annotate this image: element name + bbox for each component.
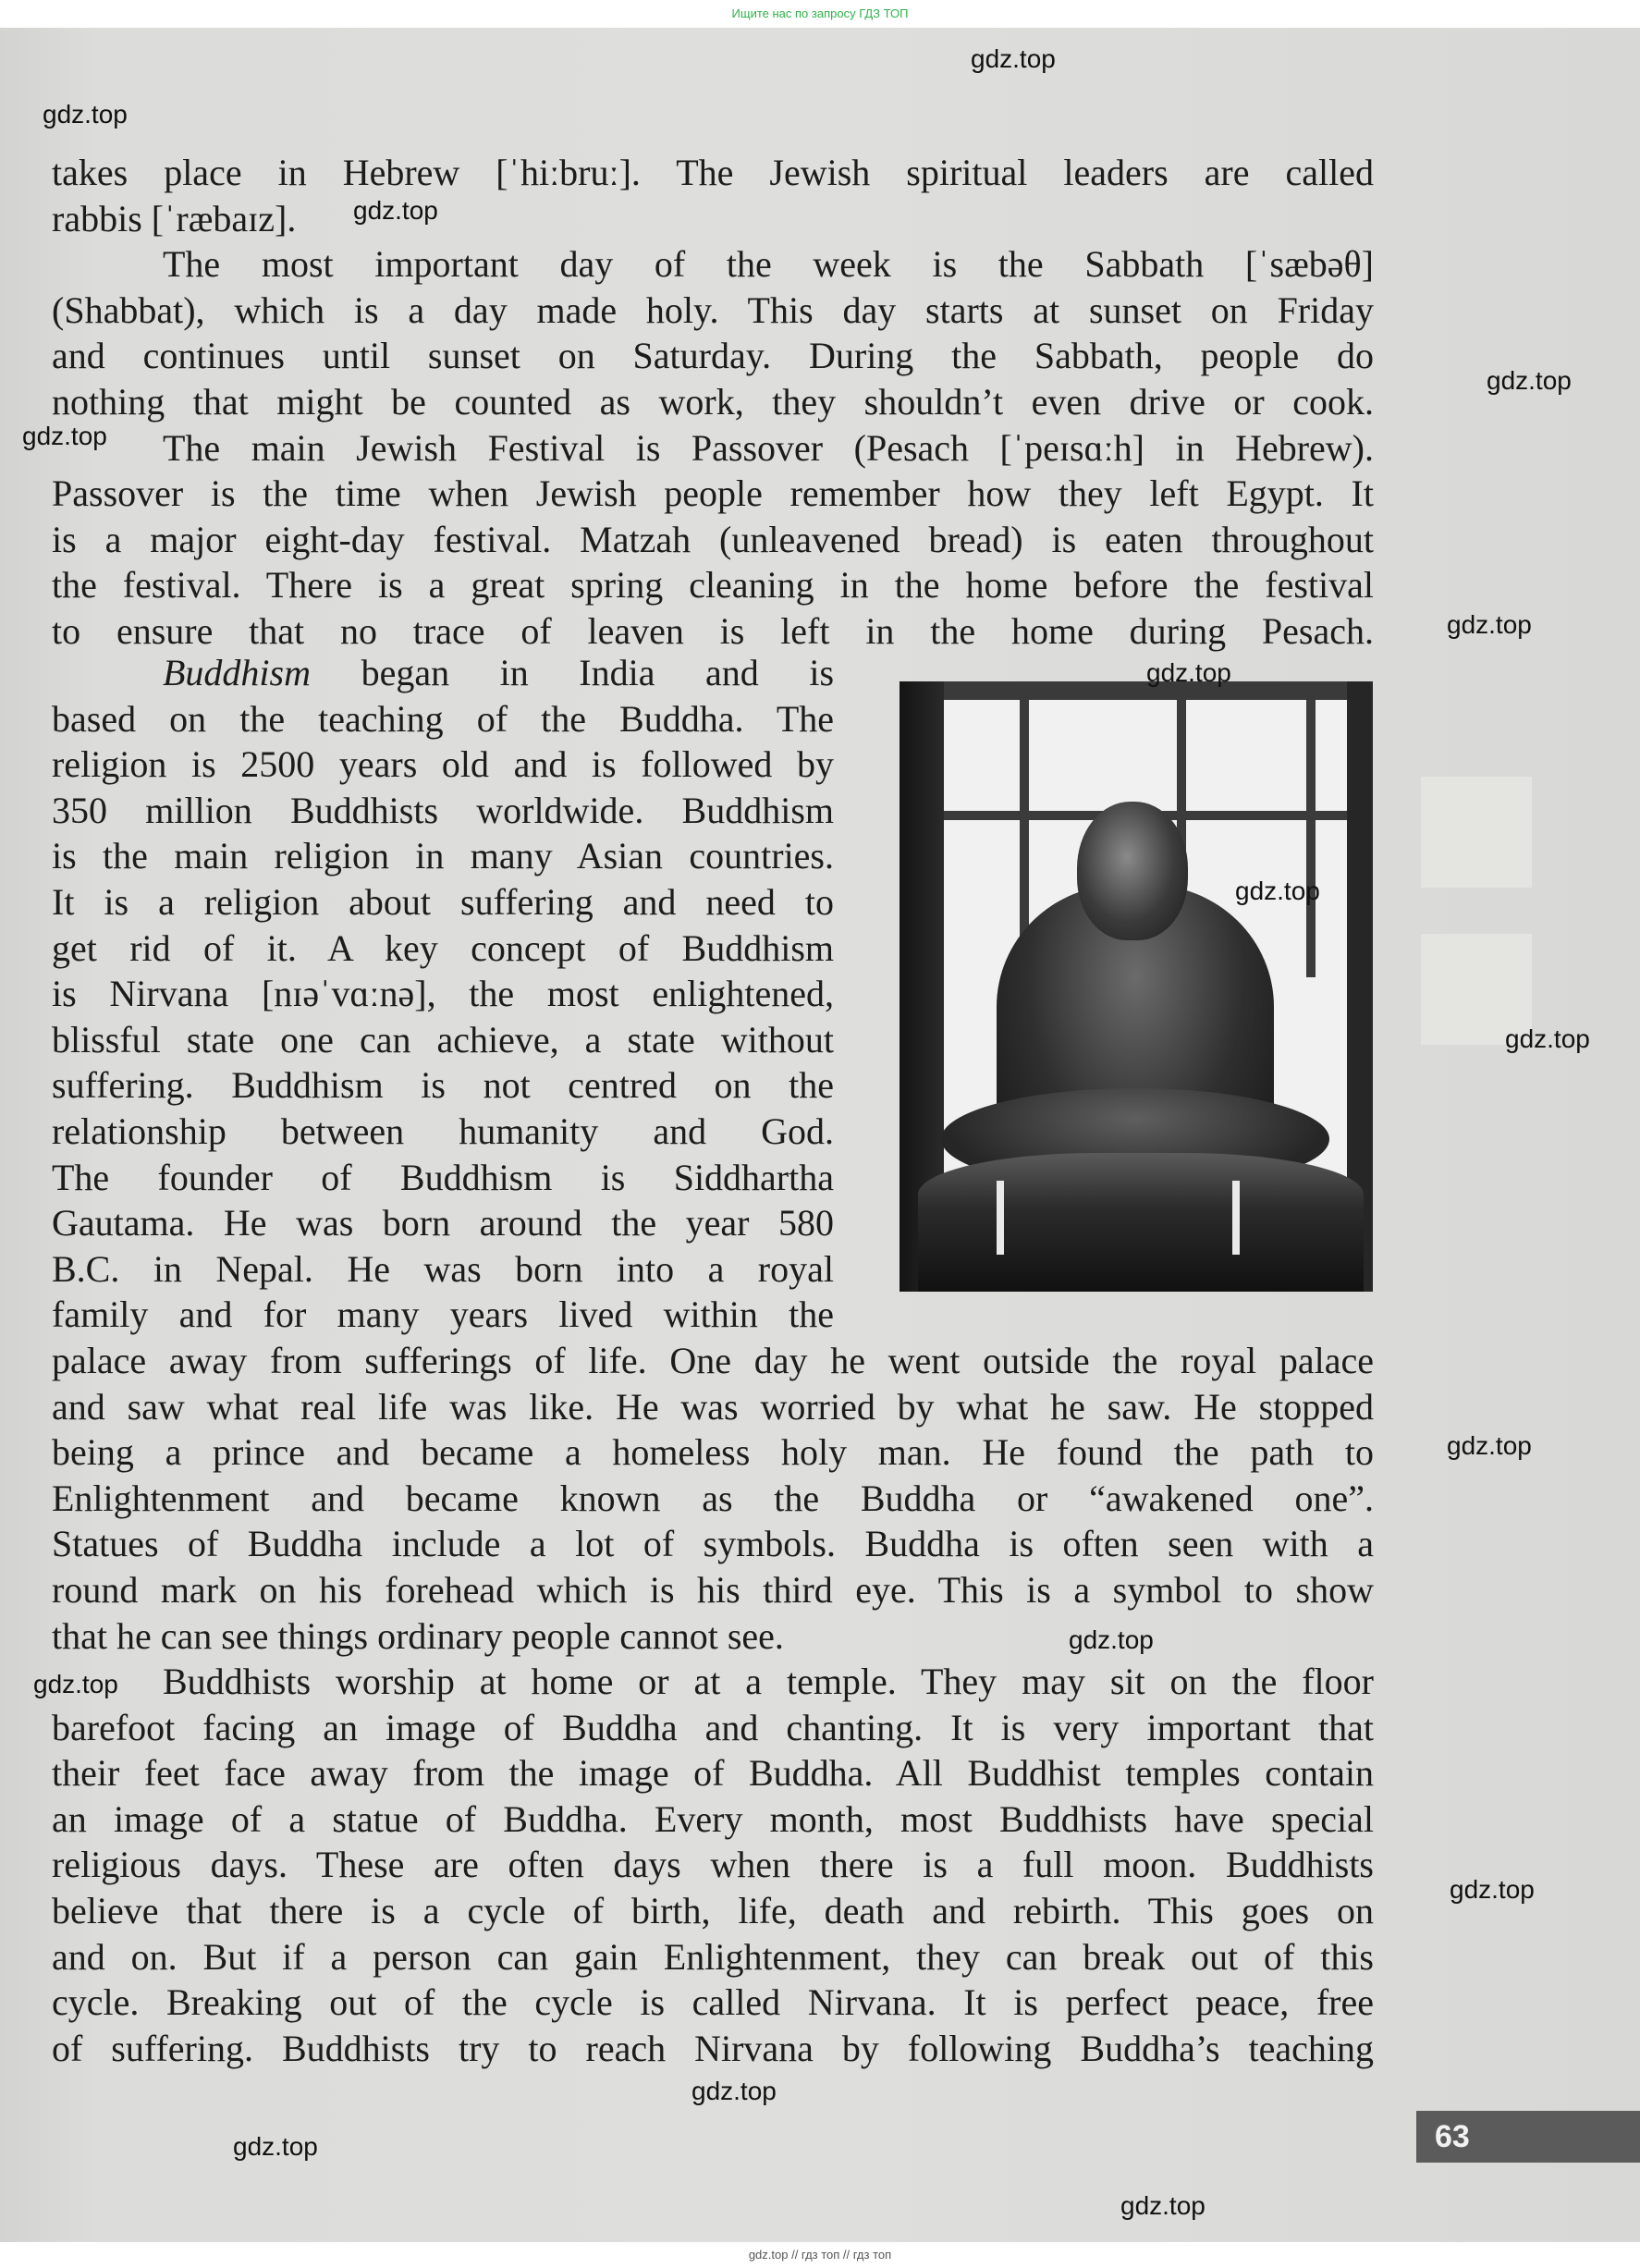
watermark: gdz.top bbox=[33, 1670, 118, 1698]
text-line: religion is 2500 years old and is followed by bbox=[52, 743, 834, 786]
text-line: is Nirvana [nɪəˈvɑːnə], the most enlightened, bbox=[52, 973, 834, 1015]
text-block-worship bbox=[52, 1659, 1374, 2071]
text-line: round mark on his forehead which is his third eye. This is a symbol to show bbox=[52, 1568, 1374, 1611]
text-line: rabbis [ˈræbaɪz]. bbox=[52, 197, 297, 239]
text-line: of suffering. Buddhists try to reach Nirvana by following Buddha’s teaching bbox=[52, 2027, 1374, 2069]
text-line: their feet face away from the image of Buddha. All Buddhist temples contain bbox=[52, 1752, 1374, 1795]
text-line: being a prince and became a homeless holy man. He found the path to bbox=[52, 1431, 1374, 1474]
bottom-banner: gdz.top // гдз топ // гдз топ bbox=[0, 2242, 1640, 2268]
text-line: is the main religion in many Asian countries. bbox=[52, 835, 834, 877]
text-line: nothing that might be counted as work, they shouldn’t even drive or cook. bbox=[52, 380, 1374, 423]
text-line: Enlightenment and became known as the Buddha or “awakened one”. bbox=[52, 1477, 1374, 1519]
text-line: and saw what real life was like. He was worried by what he saw. He stopped bbox=[52, 1385, 1374, 1428]
watermark: gdz.top bbox=[1069, 1625, 1154, 1654]
text-line: The founder of Buddhism is Siddhartha bbox=[52, 1156, 834, 1198]
text-line bbox=[52, 650, 834, 696]
text-line: an image of a statue of Buddha. Every month, most Buddhists have special bbox=[52, 1797, 1374, 1840]
text-line: and on. But if a person can gain Enlightenment, they can break out of this bbox=[52, 1935, 1374, 1978]
text-line: that he can see things ordinary people cannot see. bbox=[52, 1614, 784, 1657]
watermark: gdz.top bbox=[1447, 1431, 1532, 1460]
text-line: to ensure that no trace of leaven is left in the home during Pesach. bbox=[52, 609, 1374, 652]
text-line: It is a religion about suffering and need to bbox=[52, 880, 834, 923]
text-line: Statues of Buddha include a lot of symbols. Buddha is often seen with a bbox=[52, 1523, 1374, 1565]
text-line: palace away from sufferings of life. One day he went outside the royal palace bbox=[52, 1340, 1374, 1381]
text-line: get rid of it. A key concept of Buddhism bbox=[52, 926, 834, 969]
text-line: the festival. There is a great spring cleaning in the home before the festival bbox=[52, 564, 1374, 607]
text-line: based on the teaching of the Buddha. The bbox=[52, 697, 834, 740]
text-line: barefoot facing an image of Buddha and chanting. It is very important that bbox=[52, 1706, 1374, 1748]
watermark: gdz.top bbox=[353, 196, 438, 225]
watermark: gdz.top bbox=[233, 2132, 318, 2161]
text-line: and continues until sunset on Saturday. During the Sabbath, people do bbox=[52, 335, 1374, 377]
text-line: Gautama. He was born around the year 580 bbox=[52, 1202, 834, 1244]
text-block-judaism bbox=[52, 150, 1374, 655]
watermark: gdz.top bbox=[1447, 610, 1532, 639]
text-line: religious days. These are often days when there is a full moon. Buddhists bbox=[52, 1844, 1374, 1886]
text-line: takes place in Hebrew [ˈhiːbruː]. The Jewish spiritual leaders are called bbox=[52, 152, 1374, 193]
text-line: is a major eight-day festival. Matzah (unleavened bread) is eaten throughout bbox=[52, 518, 1374, 560]
buddhism-intro-line bbox=[52, 650, 834, 696]
text-line: The most important day of the week is the Sabbath [ˈsæbəθ] bbox=[163, 243, 1374, 286]
watermark: gdz.top bbox=[43, 100, 128, 129]
watermark: gdz.top bbox=[1487, 366, 1572, 395]
text-line: suffering. Buddhism is not centred on the bbox=[52, 1064, 834, 1107]
text-line: cycle. Breaking out of the cycle is called Nirvana. It is perfect peace, free bbox=[52, 1981, 1374, 2024]
watermark: gdz.top bbox=[971, 44, 1056, 73]
text-line: B.C. in Nepal. He was born into a royal bbox=[52, 1247, 834, 1290]
watermark: gdz.top bbox=[691, 2077, 777, 2105]
buddhism-intro-rest: began in India and is bbox=[361, 652, 834, 693]
watermark: gdz.top bbox=[22, 422, 107, 450]
text-block-buddhism-wide bbox=[52, 1338, 1374, 1659]
watermark: gdz.top bbox=[1505, 1024, 1590, 1053]
text-line: (Shabbat), which is a day made holy. This day starts at sunset on Friday bbox=[52, 288, 1374, 331]
text-line: believe that there is a cycle of birth, life, death and rebirth. This goes on bbox=[52, 1889, 1374, 1931]
text-line: family and for many years lived within the bbox=[52, 1293, 834, 1336]
text-line: blissful state one can achieve, a state without bbox=[52, 1018, 834, 1060]
text-line: The main Jewish Festival is Passover (Pesach [ˈpeɪsɑːh] in Hebrew). bbox=[163, 426, 1374, 469]
text-block-buddhism-narrow bbox=[52, 696, 834, 1338]
buddhism-heading-word: Buddhism bbox=[163, 652, 311, 693]
text-line: 350 million Buddhists worldwide. Buddhism bbox=[52, 789, 834, 831]
text-line: Buddhists worship at home or at a temple. They may sit on the floor bbox=[163, 1661, 1374, 1702]
text-line: relationship between humanity and God. bbox=[52, 1109, 834, 1152]
watermark: gdz.top bbox=[1146, 658, 1231, 687]
page-number: 63 bbox=[1416, 2111, 1640, 2163]
text-line: Passover is the time when Jewish people remember how they left Egypt. It bbox=[52, 472, 1374, 515]
watermark: gdz.top bbox=[1235, 877, 1320, 905]
watermark: gdz.top bbox=[1120, 2191, 1206, 2220]
watermark: gdz.top bbox=[1450, 1875, 1535, 1904]
side-decoration bbox=[1421, 777, 1532, 888]
top-banner: Ищите нас по запросу ГДЗ ТОП bbox=[0, 0, 1640, 28]
buddha-statue-photo bbox=[900, 681, 1373, 1292]
